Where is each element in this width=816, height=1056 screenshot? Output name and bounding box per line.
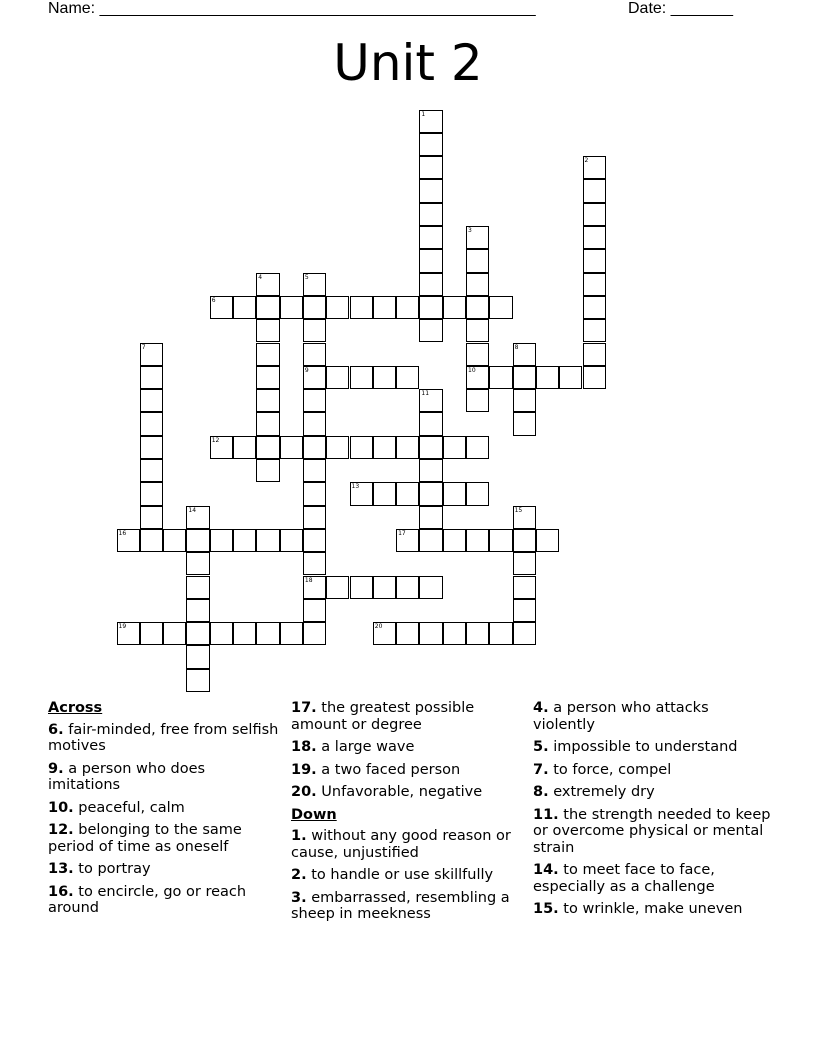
clue-number: 14 xyxy=(188,506,197,514)
clue-item xyxy=(48,761,280,794)
clue-number: 2 xyxy=(584,157,589,165)
grid-cell[interactable] xyxy=(396,529,419,552)
clue-number: 12 xyxy=(211,436,220,444)
clue-number: 13 xyxy=(351,483,360,491)
grid-cell[interactable] xyxy=(466,343,489,366)
grid-cell[interactable] xyxy=(443,296,466,319)
grid-cell[interactable] xyxy=(466,319,489,342)
clue-item-number: 16. xyxy=(48,883,74,900)
grid-cell[interactable] xyxy=(513,529,536,552)
clue-item-number: 9. xyxy=(48,760,64,777)
grid-cell[interactable] xyxy=(513,599,536,622)
grid-cell[interactable] xyxy=(583,319,606,342)
grid-cell[interactable] xyxy=(303,273,326,296)
grid-cell[interactable] xyxy=(303,599,326,622)
grid-cell[interactable] xyxy=(466,436,489,459)
grid-cell[interactable] xyxy=(233,436,256,459)
clue-item-number: 12. xyxy=(48,822,74,838)
grid-cell[interactable] xyxy=(186,669,209,692)
grid-cell[interactable] xyxy=(303,366,326,389)
clue-item-number: 8. xyxy=(533,784,549,800)
clue-item-text: fair-minded, free from selfish motives xyxy=(48,721,279,754)
clue-number: 5 xyxy=(304,273,309,281)
grid-cell[interactable] xyxy=(350,366,373,389)
grid-cell[interactable] xyxy=(210,436,233,459)
clue-item xyxy=(48,722,280,755)
grid-cell[interactable] xyxy=(419,389,442,412)
grid-cell[interactable] xyxy=(419,203,442,226)
grid-cell[interactable] xyxy=(256,343,279,366)
grid-cell[interactable] xyxy=(419,156,442,179)
clue-item-number: 10. xyxy=(48,799,74,816)
grid-cell[interactable] xyxy=(256,389,279,412)
clue-section-heading: Down xyxy=(291,806,337,823)
clues-column-3 xyxy=(533,700,773,924)
clue-item xyxy=(291,784,523,801)
grid-cell[interactable] xyxy=(117,622,140,645)
page-title: Unit 2 xyxy=(333,34,483,92)
grid-cell[interactable] xyxy=(350,482,373,505)
clue-item-text: Unfavorable, negative xyxy=(316,784,483,800)
grid-cell[interactable] xyxy=(583,226,606,249)
grid-cell[interactable] xyxy=(373,296,396,319)
grid-cell[interactable] xyxy=(419,506,442,529)
grid-cell[interactable] xyxy=(303,343,326,366)
grid-cell[interactable] xyxy=(419,529,442,552)
grid-cell[interactable] xyxy=(350,576,373,599)
clue-item-text: to handle or use skillfully xyxy=(306,867,494,883)
grid-cell[interactable] xyxy=(210,296,233,319)
clue-item xyxy=(533,862,773,895)
grid-cell[interactable] xyxy=(373,482,396,505)
clue-item-text: embarrassed, resembling a sheep in meekness xyxy=(291,889,510,922)
grid-cell[interactable] xyxy=(396,296,419,319)
grid-cell[interactable] xyxy=(489,366,512,389)
grid-cell[interactable] xyxy=(466,226,489,249)
grid-cell[interactable] xyxy=(256,436,279,459)
clue-item xyxy=(48,800,280,817)
clue-item-text: a person who attacks violently xyxy=(533,700,709,733)
grid-cell[interactable] xyxy=(140,459,163,482)
grid-cell[interactable] xyxy=(536,366,559,389)
grid-cell[interactable] xyxy=(326,296,349,319)
clue-number: 15 xyxy=(514,506,523,514)
grid-cell[interactable] xyxy=(396,366,419,389)
clue-item xyxy=(291,867,523,884)
clue-number: 18 xyxy=(304,576,313,584)
clue-item-number: 1. xyxy=(291,828,307,844)
clue-item xyxy=(291,762,523,779)
grid-cell[interactable] xyxy=(419,133,442,156)
grid-cell[interactable] xyxy=(396,482,419,505)
clue-number: 9 xyxy=(304,366,309,374)
grid-cell[interactable] xyxy=(326,576,349,599)
grid-cell[interactable] xyxy=(303,576,326,599)
grid-cell[interactable] xyxy=(419,459,442,482)
grid-cell[interactable] xyxy=(583,366,606,389)
grid-cell[interactable] xyxy=(373,622,396,645)
grid-cell[interactable] xyxy=(303,436,326,459)
grid-cell[interactable] xyxy=(233,529,256,552)
grid-cell[interactable] xyxy=(583,249,606,272)
grid-cell[interactable] xyxy=(140,506,163,529)
grid-cell[interactable] xyxy=(280,296,303,319)
grid-cell[interactable] xyxy=(233,622,256,645)
grid-cell[interactable] xyxy=(186,622,209,645)
grid-cell[interactable] xyxy=(513,366,536,389)
grid-cell[interactable] xyxy=(583,179,606,202)
date-field-label: Date: _______ xyxy=(628,0,733,17)
grid-cell[interactable] xyxy=(256,273,279,296)
grid-cell[interactable] xyxy=(583,273,606,296)
clue-number: 20 xyxy=(374,623,383,631)
grid-cell[interactable] xyxy=(443,436,466,459)
grid-cell[interactable] xyxy=(256,529,279,552)
clue-item-text: to meet face to face, especially as a challenge xyxy=(533,862,715,895)
grid-cell[interactable] xyxy=(419,179,442,202)
grid-cell[interactable] xyxy=(466,622,489,645)
grid-cell[interactable] xyxy=(396,576,419,599)
grid-cell[interactable] xyxy=(280,622,303,645)
grid-cell[interactable] xyxy=(140,366,163,389)
grid-cell[interactable] xyxy=(513,389,536,412)
grid-cell[interactable] xyxy=(186,645,209,668)
grid-cell[interactable] xyxy=(396,622,419,645)
grid-cell[interactable] xyxy=(303,459,326,482)
grid-cell[interactable] xyxy=(280,436,303,459)
grid-cell[interactable] xyxy=(303,296,326,319)
grid-cell[interactable] xyxy=(303,482,326,505)
clue-item-text: a large wave xyxy=(316,739,415,755)
clue-item-number: 2. xyxy=(291,867,307,883)
grid-cell[interactable] xyxy=(513,622,536,645)
grid-cell[interactable] xyxy=(256,622,279,645)
grid-cell[interactable] xyxy=(466,296,489,319)
grid-cell[interactable] xyxy=(140,529,163,552)
grid-cell[interactable] xyxy=(466,249,489,272)
grid-cell[interactable] xyxy=(583,156,606,179)
grid-cell[interactable] xyxy=(373,576,396,599)
grid-cell[interactable] xyxy=(280,529,303,552)
grid-cell[interactable] xyxy=(513,412,536,435)
clue-item-text: peaceful, calm xyxy=(73,799,185,816)
grid-cell[interactable] xyxy=(326,436,349,459)
clue-item-number: 7. xyxy=(533,761,549,778)
clue-item-number: 14. xyxy=(533,862,559,878)
clue-number: 7 xyxy=(141,343,146,351)
grid-cell[interactable] xyxy=(256,412,279,435)
grid-cell[interactable] xyxy=(466,366,489,389)
clue-item xyxy=(291,828,523,861)
clue-item-number: 3. xyxy=(291,889,307,906)
grid-cell[interactable] xyxy=(186,599,209,622)
clue-item xyxy=(533,762,773,779)
grid-cell[interactable] xyxy=(303,622,326,645)
clue-number: 16 xyxy=(118,529,127,537)
grid-cell[interactable] xyxy=(419,319,442,342)
clue-item-text: the strength needed to keep or overcome physical or mental strain xyxy=(533,806,771,856)
grid-cell[interactable] xyxy=(443,622,466,645)
clue-number: 19 xyxy=(118,623,127,631)
grid-cell[interactable] xyxy=(140,389,163,412)
clue-item-number: 11. xyxy=(533,806,559,823)
grid-cell[interactable] xyxy=(303,506,326,529)
grid-cell[interactable] xyxy=(373,366,396,389)
clue-item-text: to portray xyxy=(73,861,151,877)
grid-cell[interactable] xyxy=(466,482,489,505)
clue-item-number: 18. xyxy=(291,739,317,755)
grid-cell[interactable] xyxy=(186,506,209,529)
grid-cell[interactable] xyxy=(513,506,536,529)
grid-cell[interactable] xyxy=(256,366,279,389)
grid-cell[interactable] xyxy=(466,273,489,296)
grid-cell[interactable] xyxy=(210,622,233,645)
grid-cell[interactable] xyxy=(513,343,536,366)
grid-cell[interactable] xyxy=(419,576,442,599)
grid-cell[interactable] xyxy=(233,296,256,319)
clue-item-number: 20. xyxy=(291,784,317,800)
grid-cell[interactable] xyxy=(396,436,419,459)
grid-cell[interactable] xyxy=(186,552,209,575)
clue-item-number: 6. xyxy=(48,721,64,738)
grid-cell[interactable] xyxy=(303,412,326,435)
grid-cell[interactable] xyxy=(583,296,606,319)
grid-cell[interactable] xyxy=(466,389,489,412)
clue-item xyxy=(533,901,773,918)
clue-number: 8 xyxy=(514,343,519,351)
clue-item xyxy=(533,807,773,857)
clue-item xyxy=(48,861,280,878)
name-field-label: Name: _________________________________________________ xyxy=(48,0,536,17)
clue-number: 11 xyxy=(421,390,430,398)
clue-number: 1 xyxy=(421,110,426,118)
grid-cell[interactable] xyxy=(583,203,606,226)
clue-item xyxy=(533,739,773,756)
clue-item-text: to encircle, go or reach around xyxy=(48,883,247,916)
grid-cell[interactable] xyxy=(256,296,279,319)
clue-item-number: 17. xyxy=(291,700,317,716)
clue-item-number: 19. xyxy=(291,761,317,778)
clue-item-text: extremely dry xyxy=(548,784,655,800)
grid-cell[interactable] xyxy=(419,249,442,272)
grid-cell[interactable] xyxy=(443,482,466,505)
grid-cell[interactable] xyxy=(186,576,209,599)
clue-item-text: impossible to understand xyxy=(548,739,738,755)
clue-item xyxy=(48,884,280,917)
grid-cell[interactable] xyxy=(303,319,326,342)
clue-item-number: 15. xyxy=(533,901,559,917)
grid-cell[interactable] xyxy=(419,412,442,435)
grid-cell[interactable] xyxy=(559,366,582,389)
grid-cell[interactable] xyxy=(489,296,512,319)
grid-cell[interactable] xyxy=(419,296,442,319)
clues-column-1 xyxy=(48,700,280,923)
clue-number: 6 xyxy=(211,296,216,304)
clue-item-text: a person who does imitations xyxy=(48,760,206,793)
grid-cell[interactable] xyxy=(419,436,442,459)
grid-cell[interactable] xyxy=(489,622,512,645)
grid-cell[interactable] xyxy=(419,622,442,645)
clue-item-number: 13. xyxy=(48,861,74,877)
grid-cell[interactable] xyxy=(350,436,373,459)
grid-cell[interactable] xyxy=(117,529,140,552)
grid-cell[interactable] xyxy=(303,529,326,552)
grid-cell[interactable] xyxy=(140,436,163,459)
clue-number: 10 xyxy=(468,366,476,374)
clue-item-text: the greatest possible amount or degree xyxy=(291,700,475,733)
clue-number: 3 xyxy=(468,227,472,234)
clue-item xyxy=(48,822,280,855)
clue-item xyxy=(291,700,523,733)
grid-cell[interactable] xyxy=(466,529,489,552)
grid-cell[interactable] xyxy=(140,412,163,435)
grid-cell[interactable] xyxy=(140,343,163,366)
clue-section-heading: Across xyxy=(48,700,103,716)
grid-cell[interactable] xyxy=(373,436,396,459)
clue-item-text: to wrinkle, make uneven xyxy=(558,901,743,917)
grid-cell[interactable] xyxy=(513,552,536,575)
grid-cell[interactable] xyxy=(303,389,326,412)
grid-cell[interactable] xyxy=(186,529,209,552)
clue-item-number: 5. xyxy=(533,739,549,755)
clue-item-text: a two faced person xyxy=(316,761,461,778)
clue-item xyxy=(291,890,523,923)
clues-column-2 xyxy=(291,700,523,929)
grid-cell[interactable] xyxy=(326,366,349,389)
clue-item-number: 4. xyxy=(533,700,549,716)
grid-cell[interactable] xyxy=(419,110,442,133)
grid-cell[interactable] xyxy=(256,459,279,482)
grid-cell[interactable] xyxy=(419,482,442,505)
grid-cell[interactable] xyxy=(163,529,186,552)
grid-cell[interactable] xyxy=(256,319,279,342)
grid-cell[interactable] xyxy=(419,273,442,296)
clue-item-text: without any good reason or cause, unjustified xyxy=(291,828,511,861)
grid-cell[interactable] xyxy=(210,529,233,552)
grid-cell[interactable] xyxy=(583,343,606,366)
grid-cell[interactable] xyxy=(303,552,326,575)
grid-cell[interactable] xyxy=(350,296,373,319)
clue-number: 4 xyxy=(258,273,263,281)
clue-item-text: to force, compel xyxy=(548,761,672,778)
grid-cell[interactable] xyxy=(140,622,163,645)
grid-cell[interactable] xyxy=(163,622,186,645)
grid-cell[interactable] xyxy=(419,226,442,249)
clue-item xyxy=(291,739,523,756)
clue-item-text: belonging to the same period of time as oneself xyxy=(48,822,242,855)
grid-cell[interactable] xyxy=(536,529,559,552)
grid-cell[interactable] xyxy=(513,576,536,599)
clue-item xyxy=(533,784,773,801)
clue-item xyxy=(533,700,773,733)
grid-cell[interactable] xyxy=(443,529,466,552)
grid-cell[interactable] xyxy=(140,482,163,505)
grid-cell[interactable] xyxy=(489,529,512,552)
clue-number: 17 xyxy=(398,529,406,537)
